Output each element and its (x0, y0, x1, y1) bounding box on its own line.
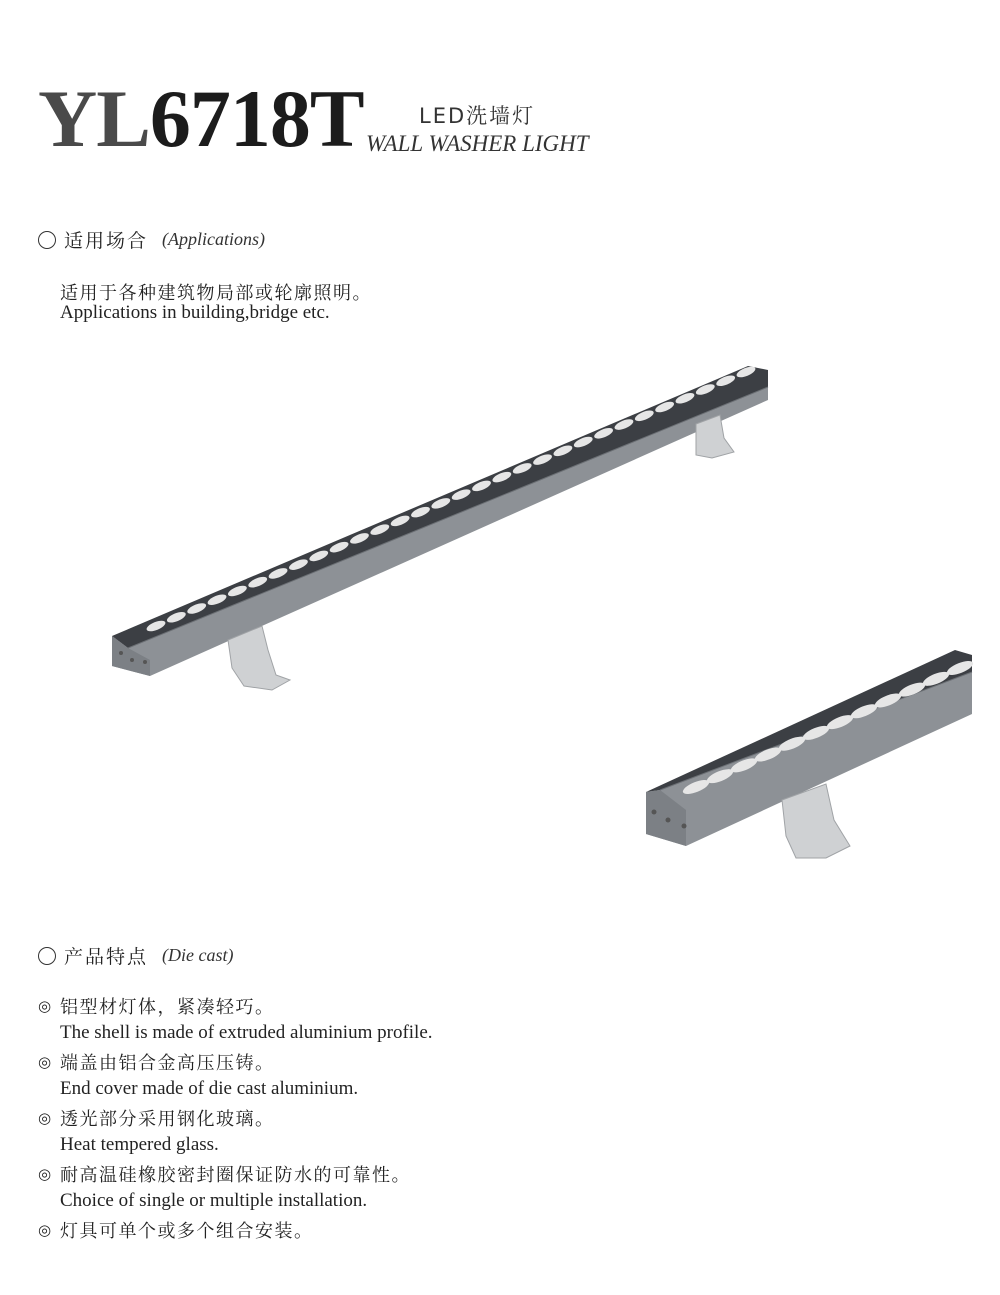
bullet-icon: ◎ (38, 1221, 53, 1239)
bullet-icon: ◎ (38, 1053, 53, 1071)
features-title-en: (Die cast) (162, 945, 234, 965)
feature-text-cn: 透光部分采用钢化玻璃。 (60, 1109, 275, 1130)
feature-item (38, 1161, 938, 1212)
bullet-icon: ◎ (38, 997, 53, 1015)
wall-washer-bar-small (646, 650, 975, 858)
applications-text-en: Applications in building,bridge etc. (60, 302, 330, 323)
feature-item (38, 1217, 938, 1243)
applications-title-cn: 适用场合 (64, 230, 149, 252)
product-type-en: WALL WASHER LIGHT (366, 131, 589, 156)
bullet-icon: ◎ (38, 1109, 53, 1127)
model-number: YL6718T (38, 73, 364, 164)
feature-item (38, 1049, 938, 1100)
feature-item (38, 993, 938, 1044)
product-type-cn: LED洗墙灯 (419, 104, 536, 128)
features-title-cn: 产品特点 (64, 946, 149, 968)
applications-title-en: (Applications) (162, 229, 265, 249)
wall-washer-bar-large (112, 365, 768, 690)
feature-text-cn: 灯具可单个或多个组合安装。 (60, 1221, 314, 1242)
feature-text-en: The shell is made of extruded aluminium profile. (60, 1022, 433, 1043)
feature-text-cn: 端盖由铝合金高压压铸。 (60, 1053, 275, 1074)
feature-text-cn: 铝型材灯体，紧凑轻巧。 (60, 997, 275, 1018)
feature-text-en: Choice of single or multiple installation. (60, 1190, 368, 1211)
features-heading (38, 942, 234, 969)
feature-text-en: Heat tempered glass. (60, 1134, 219, 1155)
circle-icon (38, 947, 56, 965)
bullet-icon: ◎ (38, 1165, 53, 1183)
feature-text-cn: 耐高温硅橡胶密封圈保证防水的可靠性。 (60, 1165, 411, 1186)
feature-item (38, 1105, 938, 1156)
applications-text-cn: 适用于各种建筑物局部或轮廓照明。 (60, 283, 372, 304)
feature-text-en: End cover made of die cast aluminium. (60, 1078, 359, 1099)
